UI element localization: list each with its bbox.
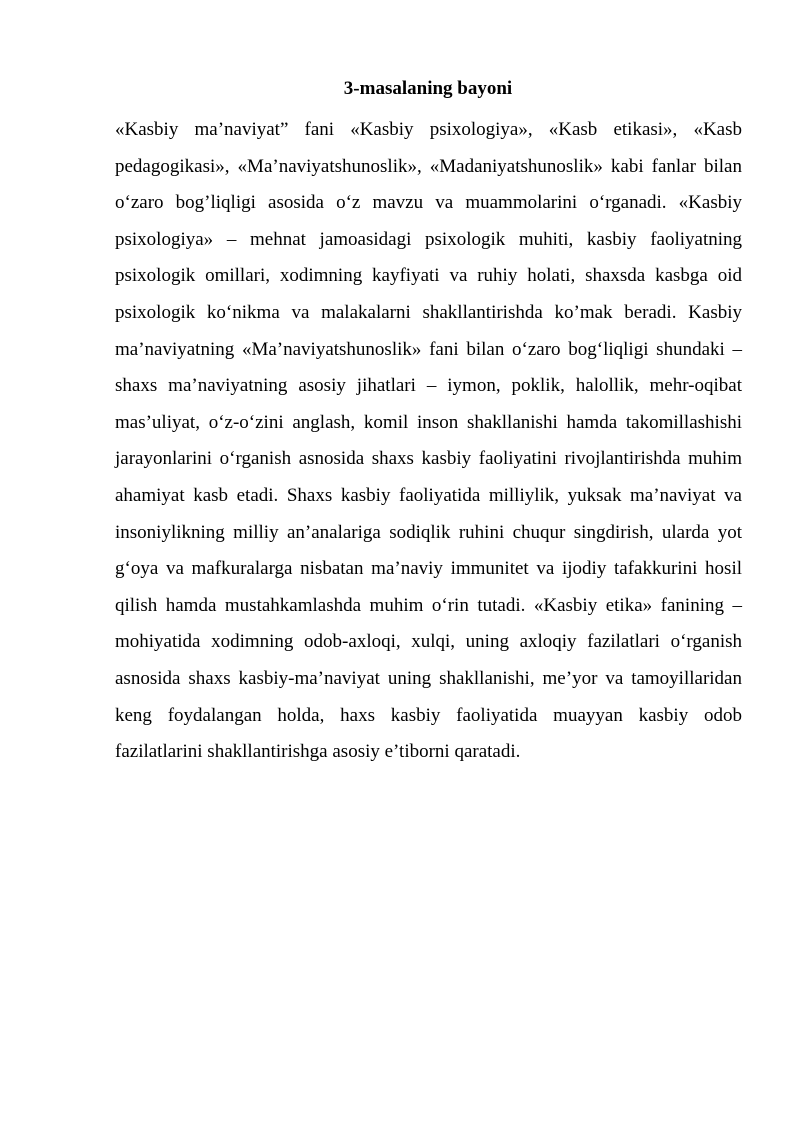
body-paragraph: «Kasbiy ma’naviyat” fani «Kasbiy psixologiya», «Kasb etikasi», «Kasb pedagogikasi», «Ma’naviyatshunoslik», «Madaniyatshunoslik» kabi fanlar bilan o‘zaro bog’liqligi asosida o‘z mavzu va muammolarini o‘rganadi. «Kasbiy psixologiya» – mehnat jamoasidagi psixologik muhiti, kasbiy faoliyatning psixologik omillari, xodimning kayfiyati va ruhiy holati, shaxsda kasbga oid psixologik ko‘nikma va malakalarni shakllantirishda ko’mak beradi. Kasbiy ma’naviyatning «Ma’naviyatshunoslik» fani bilan o‘zaro bog‘liqligi shundaki – shaxs ma’naviyatning asosiy jihatlari – iymon, poklik, halollik, mehr-oqibat mas’uliyat, o‘z-o‘zini anglash, komil inson shakllanishi hamda takomillashishi jarayonlarini o‘rganish asnosida shaxs kasbiy faoliyatini rivojlantirishda muhim ahamiyat kasb etadi. Shaxs kasbiy faoliyatida milliylik, yuksak ma’naviyat va insoniylikning milliy an’analariga sodiqlik ruhini chuqur singdirish, ularda yot g‘oya va mafkuralarga nisbatan ma’naviy immunitet va ijodiy tafakkurini hosil qilish hamda mustahkamlashda muhim o‘rin tutadi. «Kasbiy etika» fanining – mohiyatida xodimning odob-axloqi, xulqi, uning axloqiy fazilatlari o‘rganish asnosida shaxs kasbiy-ma’naviyat uning shakllanishi, me’yor va tamoyillaridan keng foydalangan holda, haxs kasbiy faoliyatida muayyan kasbiy odob fazilatlarini shakllantirishga asosiy e’tiborni qaratadi. bbox=[115, 119, 742, 763]
document-title: 3-masalaning bayoni bbox=[343, 78, 513, 99]
